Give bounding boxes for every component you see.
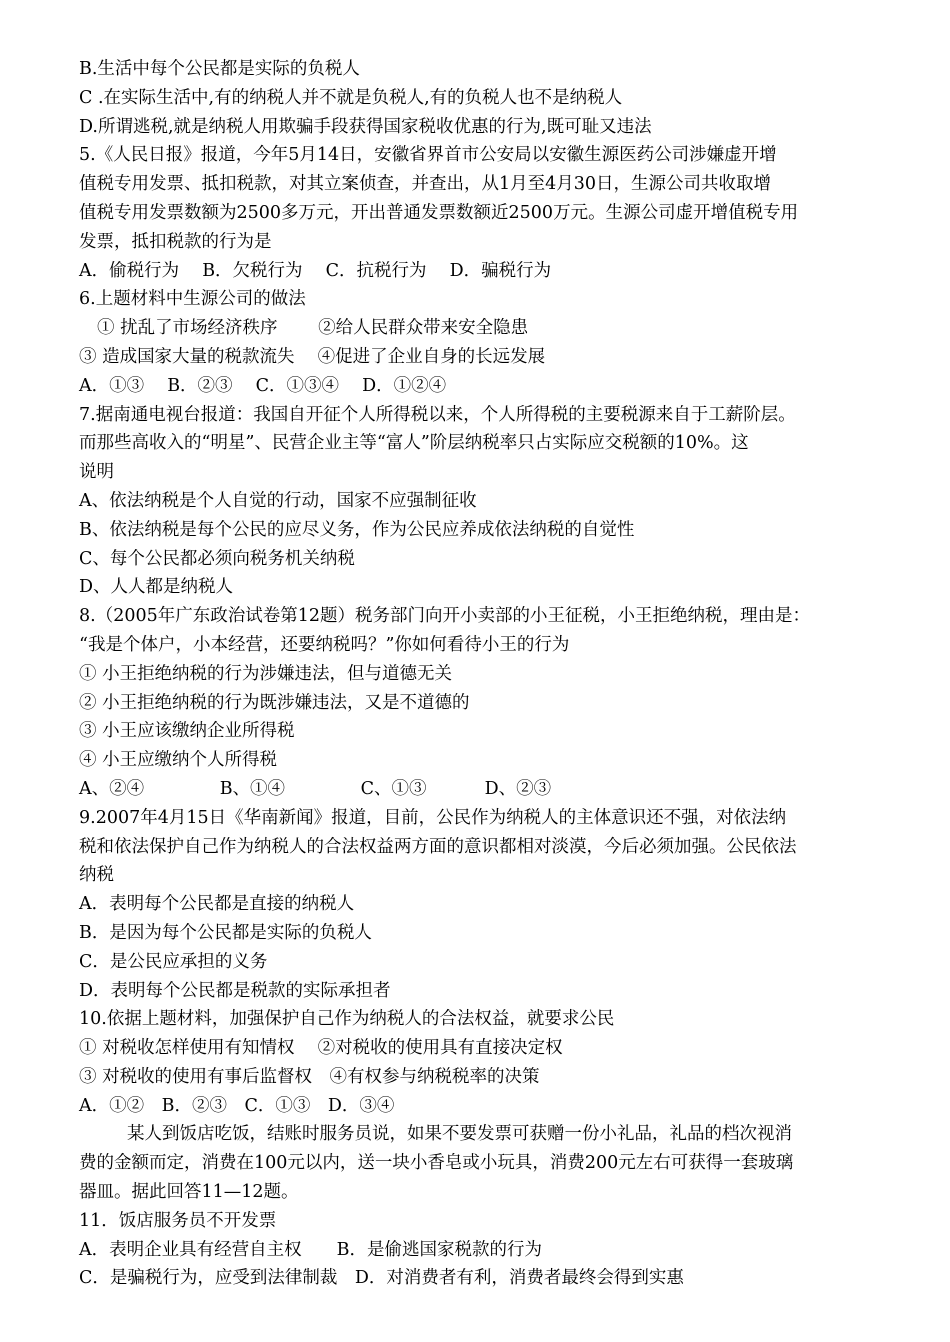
question-7-text: 7.据南通电视台报道：我国自开征个人所得税以来，个人所得税的主要税源来自于工薪阶层。 <box>79 404 796 425</box>
material-paragraph: 费的金额而定，消费在100元以内，送一块小香皂或小玩具，消费200元左右可获得一套玻璃 <box>79 1153 794 1174</box>
question-10-options: A．①② B．②③ C．①③ D．③④ <box>79 1095 395 1116</box>
question-10-text: 10.依据上题材料，加强保护自己作为纳税人的合法权益，就要求公民 <box>79 1009 615 1030</box>
question-9-option-d: D．表明每个公民都是税款的实际承担者 <box>79 980 391 1001</box>
question-6-statements: ① 扰乱了市场经济秩序 ②给人民群众带来安全隐患 <box>97 318 529 339</box>
document-body <box>79 55 879 1293</box>
question-8-statement: ② 小王拒绝纳税的行为既涉嫌违法，又是不道德的 <box>79 692 470 713</box>
question-8-statement: ① 小王拒绝纳税的行为涉嫌违法，但与道德无关 <box>79 663 453 684</box>
question-9-option-c: C．是公民应承担的义务 <box>79 951 268 972</box>
question-9-text: 税和依法保护自己作为纳税人的合法权益两方面的意识都相对淡漠，今后必须加强。公民依法 <box>79 836 797 857</box>
question-8-statement: ③ 小王应该缴纳企业所得税 <box>79 721 295 742</box>
question-10-statements: ① 对税收怎样使用有知情权 ②对税收的使用具有直接决定权 <box>79 1038 563 1059</box>
question-11-text: 11．饭店服务员不开发票 <box>79 1210 277 1231</box>
material-paragraph: 器皿。据此回答11—12题。 <box>79 1182 299 1203</box>
question-11-options: A．表明企业具有经营自主权 B．是偷逃国家税款的行为 <box>79 1239 542 1260</box>
question-11-options: C．是骗税行为，应受到法律制裁 D．对消费者有利，消费者最终会得到实惠 <box>79 1268 684 1289</box>
question-9-option-b: B．是因为每个公民都是实际的负税人 <box>79 922 372 943</box>
question-8-text: “我是个体户，小本经营，还要纳税吗？”你如何看待小王的行为 <box>79 634 570 655</box>
question-9-text: 纳税 <box>79 865 114 886</box>
question-9-option-a: A．表明每个公民都是直接的纳税人 <box>79 894 355 915</box>
question-7-text: 说明 <box>79 462 114 483</box>
question-8-statement: ④ 小王应缴纳个人所得税 <box>79 750 278 771</box>
option-4b: B.生活中每个公民都是实际的负税人 <box>79 59 360 79</box>
question-5-options: A．偷税行为 B．欠税行为 C．抗税行为 D．骗税行为 <box>79 260 552 281</box>
option-4d: D.所谓逃税,就是纳税人用欺骗手段获得国家税收优惠的行为,既可耻又违法 <box>79 116 652 137</box>
question-7-option-b: B、依法纳税是每个公民的应尽义务，作为公民应养成依法纳税的自觉性 <box>79 519 635 540</box>
question-7-text: 而那些高收入的“明星”、民营企业主等“富人”阶层纳税率只占实际应交税额的10%。这 <box>79 433 749 454</box>
question-7-option-d: D、人人都是纳税人 <box>79 577 234 598</box>
material-paragraph: 某人到饭店吃饭，结账时服务员说，如果不要发票可获赠一份小礼品，礼品的档次视消 <box>127 1124 792 1145</box>
question-9-text: 9.2007年4月15日《华南新闻》报道，目前，公民作为纳税人的主体意识还不强，对依法纳 <box>79 807 787 828</box>
question-6-options: A．①③ B．②③ C．①③④ D．①②④ <box>79 375 447 396</box>
question-10-statements: ③ 对税收的使用有事后监督权 ④有权参与纳税税率的决策 <box>79 1066 540 1087</box>
question-5-text: 值税专用发票数额为2500多万元，开出普通发票数额近2500万元。生源公司虚开增值税专用 <box>79 202 799 223</box>
question-6-statements: ③ 造成国家大量的税款流失 ④促进了企业自身的长远发展 <box>79 346 546 367</box>
question-5-text: 5.《人民日报》报道，今年5月14日，安徽省界首市公安局以安徽生源医药公司涉嫌虚开增 <box>79 145 777 166</box>
question-7-option-a: A、依法纳税是个人自觉的行动，国家不应强制征收 <box>79 490 477 511</box>
question-8-options: A、②④ B、①④ C、①③ D、②③ <box>79 778 552 799</box>
question-6-text: 6.上题材料中生源公司的做法 <box>79 289 306 310</box>
option-4c: C .在实际生活中,有的纳税人并不就是负税人,有的负税人也不是纳税人 <box>79 87 623 108</box>
question-5-text: 值税专用发票、抵扣税款，对其立案侦查，并查出，从1月至4月30日，生源公司共收取增 <box>79 174 772 195</box>
question-5-text: 发票，抵扣税款的行为是 <box>79 231 272 252</box>
question-7-option-c: C、每个公民都必须向税务机关纳税 <box>79 548 355 569</box>
question-8-text: 8.（2005年广东政治试卷第12题）税务部门向开小卖部的小王征税，小王拒绝纳税，理由是： <box>79 606 810 627</box>
